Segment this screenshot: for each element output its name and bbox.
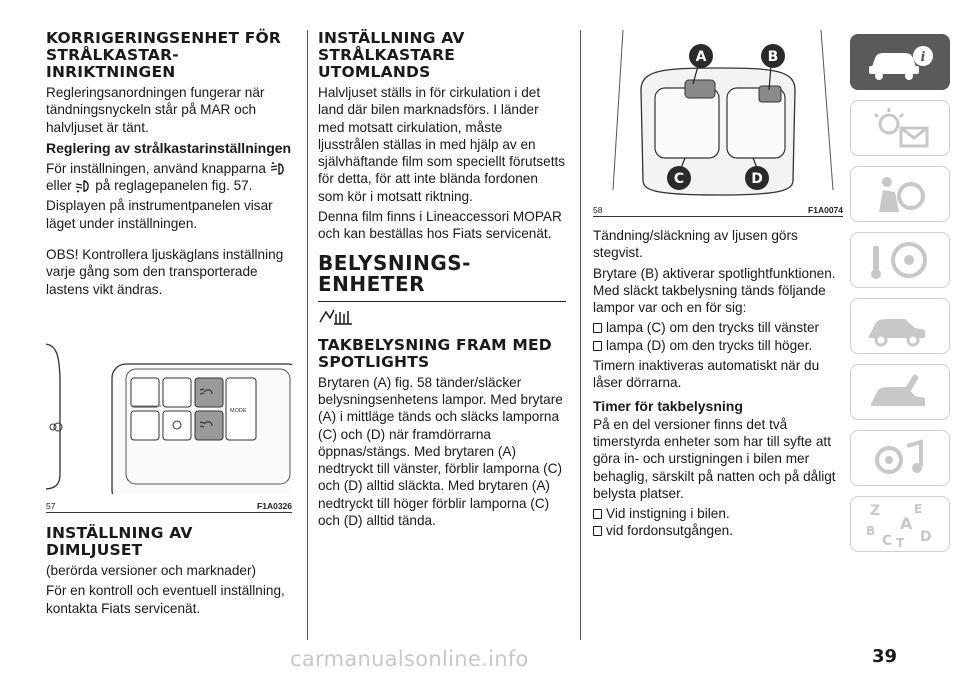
index-letter: A bbox=[900, 514, 913, 533]
warning-lights-icon bbox=[865, 106, 935, 150]
figure-code: F1A0326 bbox=[257, 500, 292, 511]
figure-57 bbox=[46, 324, 292, 513]
column-divider-1 bbox=[307, 30, 308, 640]
column-1 bbox=[46, 30, 292, 617]
tab-emergency[interactable] bbox=[850, 298, 950, 354]
tab-safety[interactable] bbox=[850, 166, 950, 222]
paragraph: (berörda versioner och marknader) bbox=[46, 562, 257, 578]
list-item bbox=[593, 337, 843, 354]
text: För inställningen, använd knapparna bbox=[46, 160, 266, 176]
bullet-icon bbox=[593, 526, 602, 536]
bullet-icon bbox=[593, 509, 602, 519]
index-letter: E bbox=[914, 502, 923, 516]
subheading-headlight-adjust: Reglering av strålkastarinställningen bbox=[46, 139, 292, 156]
index-icon bbox=[860, 499, 940, 549]
index-letter: B bbox=[866, 524, 876, 538]
tab-car-info[interactable] bbox=[850, 34, 950, 90]
paragraph: Denna film finns i Lineaccessori MOPAR och kan beställas hos Fiats servicenät. bbox=[318, 209, 562, 242]
car-info-icon bbox=[865, 42, 935, 82]
callout-a-label: A bbox=[695, 49, 707, 65]
chapter-tabs bbox=[850, 34, 956, 562]
paragraph: På en del versioner finns det två timerstyrda enheter som har till syfte att göra in- och urstigningen i bilen mer behaglig, särskilt på natten och på dåligt belysta platser. bbox=[593, 416, 836, 501]
list-item-text: vid fordonsutgången. bbox=[606, 523, 733, 539]
paragraph: Brytare (B) aktiverar spotlightfunktionen. Med släckt takbelysning tänds följande lampor var och en för sig: bbox=[593, 265, 836, 316]
interior-light-icon bbox=[318, 308, 354, 326]
watermark: carmanualsonline.info bbox=[290, 647, 529, 671]
tab-warning-lights[interactable] bbox=[850, 100, 950, 156]
text: eller bbox=[46, 178, 72, 194]
figure-58 bbox=[593, 30, 843, 217]
figure-number: 58 bbox=[593, 205, 603, 215]
svg-text:i: i bbox=[920, 50, 926, 65]
index-letter: C bbox=[882, 533, 893, 549]
media-icon bbox=[865, 436, 935, 480]
paragraph: Tändning/släckning av ljusen görs stegvist. bbox=[593, 228, 798, 261]
column-2 bbox=[318, 30, 566, 529]
callout-c-label: C bbox=[673, 171, 685, 187]
page-number: 39 bbox=[872, 646, 898, 667]
text: på reglagepanelen fig. 57. bbox=[95, 178, 253, 194]
figure-caption bbox=[46, 501, 292, 512]
ceiling-light-illustration bbox=[593, 30, 843, 198]
subheading-timer: Timer för takbelysning bbox=[593, 397, 743, 414]
headlight-up-icon bbox=[270, 162, 286, 176]
tab-starting[interactable] bbox=[850, 232, 950, 288]
paragraph: Halvljuset ställs in för cirkulation i det land där bilen marknadsförs. I länder med motsatt cirkulation, måste ljusstrålen ställas in med hjälp av en självhäftande film som speciellt förutsetts för detta, för att inte blända fordonen som kör i motsatt riktning. bbox=[318, 85, 566, 204]
list-item-text: lampa (C) om den trycks till vänster bbox=[606, 320, 820, 336]
index-letter: D bbox=[920, 529, 932, 545]
list-item-text: Vid instigning i bilen. bbox=[606, 506, 730, 522]
heading-lighting-units: BELYSNINGS-ENHETER bbox=[318, 253, 566, 302]
index-letter: T bbox=[896, 536, 905, 549]
list-item bbox=[593, 505, 843, 522]
tab-maintenance[interactable] bbox=[850, 364, 950, 420]
paragraph-note: OBS! Kontrollera ljuskäglans inställning varje gång som den transporterade lastens vikt ändras. bbox=[46, 247, 284, 297]
figure-code: F1A0074 bbox=[808, 205, 843, 215]
list-item bbox=[593, 319, 843, 336]
mode-label: MODE bbox=[230, 407, 247, 414]
list-item-text: lampa (D) om den trycks till höger. bbox=[606, 337, 813, 353]
steering-key-icon bbox=[865, 238, 935, 282]
figure-number: 57 bbox=[46, 500, 56, 511]
index-letter: Z bbox=[870, 503, 881, 519]
heading-fog-light: INSTÄLLNING AV DIMLJUSET bbox=[46, 523, 193, 559]
heading-headlight-abroad: INSTÄLLNING AV STRÅLKASTARE UTOMLANDS bbox=[318, 29, 465, 81]
paragraph: Regleringsanordningen fungerar när tändningsnyckeln står på MAR och halvljuset är tänt. bbox=[46, 85, 265, 135]
paragraph: Displayen på instrumentpanelen visar läget under inställningen. bbox=[46, 198, 273, 231]
tab-index[interactable] bbox=[850, 496, 950, 552]
paragraph-buttons bbox=[46, 160, 292, 195]
callout-b-label: B bbox=[767, 49, 779, 65]
paragraph: Brytaren (A) fig. 58 tänder/släcker belysningsenhetens lampor. Med brytare (A) i mittläge tänds och släcks lamporna (C) och (D) när framdörrarna öppnas/stängs. Med brytaren (A) nedtryckt till vänster, förblir lamporna (C) och (D) alltid släckta. Med brytaren (A) nedtryckt till höger förblir lamporna (C) och (D) alltid tända. bbox=[318, 374, 563, 529]
tab-multimedia[interactable] bbox=[850, 430, 950, 486]
bullet-icon bbox=[593, 323, 602, 333]
airbag-icon bbox=[865, 172, 935, 216]
maintenance-icon bbox=[865, 370, 935, 414]
bullet-icon bbox=[593, 341, 602, 351]
heading-headlight-correction: KORRIGERINGSENHET FÖR STRÅLKASTAR-INRIKTNINGEN bbox=[46, 29, 281, 81]
headlight-down-icon bbox=[75, 179, 91, 193]
breakdown-icon bbox=[865, 304, 935, 348]
control-panel-illustration bbox=[46, 324, 292, 494]
column-3 bbox=[593, 30, 843, 540]
callout-d-label: D bbox=[751, 171, 763, 187]
column-divider-2 bbox=[580, 30, 581, 640]
list-item bbox=[593, 522, 843, 539]
figure-caption bbox=[593, 205, 843, 216]
paragraph: Timern inaktiveras automatiskt när du låser dörrarna. bbox=[593, 358, 820, 391]
heading-ceiling-light: TAKBELYSNING FRAM MED SPOTLIGHTS bbox=[318, 335, 552, 371]
paragraph: För en kontroll och eventuell inställning, kontakta Fiats servicenät. bbox=[46, 583, 285, 616]
